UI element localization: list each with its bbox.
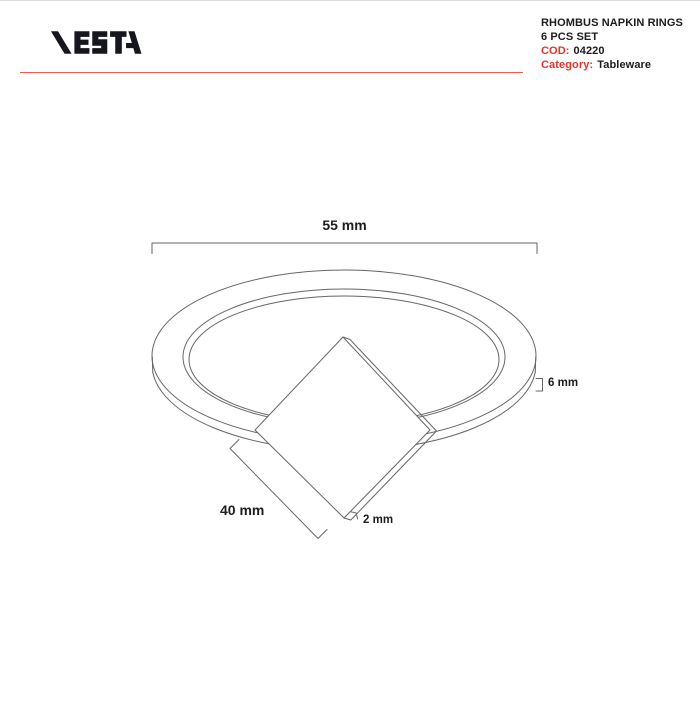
- product-title: RHOMBUS NAPKIN RINGS: [541, 17, 683, 29]
- dimension-band-height-label: 6 mm: [548, 377, 579, 389]
- product-code-label: COD:: [541, 45, 570, 57]
- product-category-value: Tableware: [597, 59, 652, 71]
- rhombus-plate: [255, 337, 437, 520]
- dimension-6mm-bracket: [536, 379, 543, 392]
- dimension-2mm-bracket: [351, 512, 358, 519]
- dimension-side-label: 40 mm: [220, 502, 265, 518]
- product-code-value: 04220: [573, 45, 605, 57]
- dimension-width-label: 55 mm: [322, 217, 367, 233]
- product-category-label: Category:: [541, 59, 594, 71]
- drawing-lines: [152, 243, 543, 539]
- napkin-ring-drawing: [0, 1, 700, 701]
- product-subtitle: 6 PCS SET: [541, 31, 599, 43]
- dimension-55mm-bracket: [152, 243, 537, 254]
- dimension-thickness-label: 2 mm: [363, 514, 394, 526]
